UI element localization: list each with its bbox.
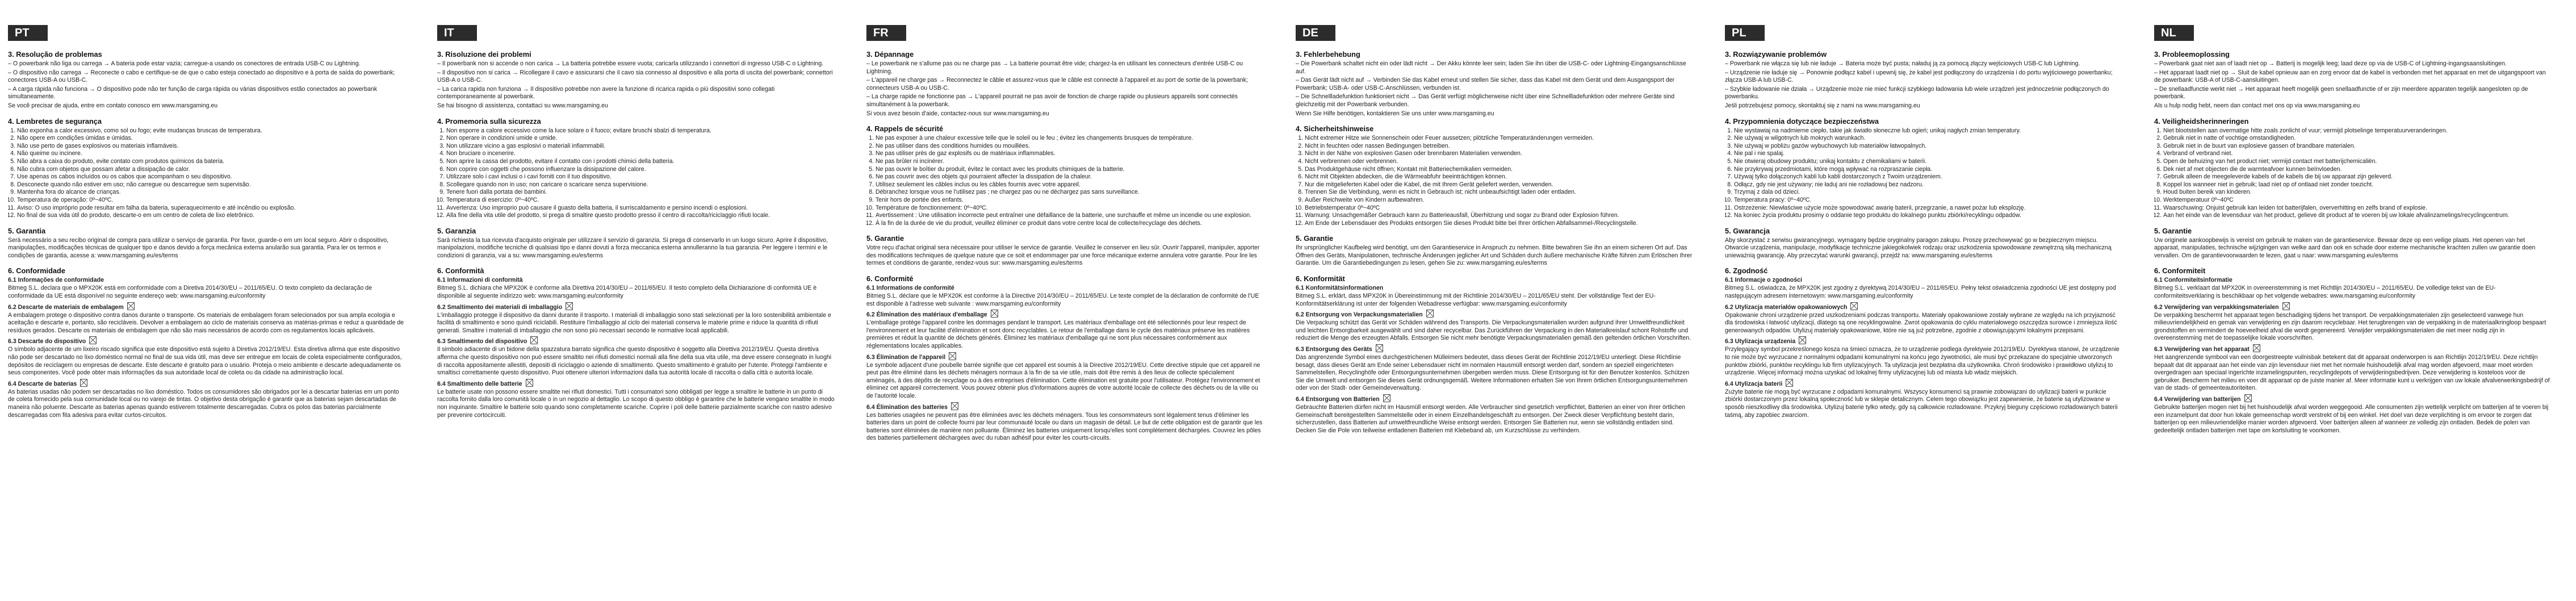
subsection-title-text: 6.2 Utylizacja materiałów opakowaniowych [1725, 303, 1848, 311]
paragraph: – Szybkie ładowanie nie działa → Urządzenie może nie mieć funkcji szybkiego ładowania lub wiele urządzeń jest jednocześnie podłączonych do powerbanku. [1725, 85, 2109, 101]
list-item: 12. No final de sua vida útil do produto, descarte-o em um centro de coleta de lixo eletrônico. [17, 212, 405, 220]
subsection-title [1296, 344, 1693, 353]
subsection-title [1725, 336, 2122, 345]
list-item: 5. Non aprire la cassa del prodotto, evitare il contatto con i prodotti chimici della batteria. [446, 158, 835, 166]
list-item: 10. Betriebstemperatur 0º~40ºC [1305, 204, 1693, 212]
list-item: 6. Nicht mit Objekten abdecken, die die Wärmeabfuhr beeinträchtigen können. [1305, 173, 1693, 181]
paragraph: – Die Powerbank schaltet nicht ein oder lädt nicht → Der Akku könnte leer sein; laden Sie ihn über die USB-C- oder Lightning-Eingangsanschlüsse auf. [1296, 60, 1686, 75]
subsection-text: De verpakking beschermt het apparaat tegen beschadiging tijdens het transport. De verpakkingsmaterialen zijn geselecteerd vanwege hun milieuvriendelijkheid en gemak van verwijdering en zijn daarom recyclebaar. Het terugbrengen van de verpakking in de materiaalkringloop bespaart grondstoffen en vermindert de hoeveelheid afval die wordt gegenereerd. Verwijder verpakkingsmaterialen die niet meer nodig zijn in overeenstemming met de toepasselijke lokale voorschriften. [2154, 311, 2546, 342]
subsection-title-text: 6.2 Verwijdering van verpakkingsmaterialen [2154, 303, 2279, 311]
paragraph: – Le powerbank ne s'allume pas ou ne charge pas → La batterie pourrait être vide; chargez-la en utilisant les connecteurs d'entrée USB-C ou Lightning. [866, 60, 1243, 75]
list-item: 3. Ne pas utiliser près de gaz explosifs ou de matériaux inflammables. [876, 150, 1264, 158]
crossed-bin-icon [526, 379, 533, 387]
section [8, 266, 405, 419]
list-item: 11. Warnung: Unsachgemäßer Gebrauch kann zu Batterieausfall, Überhitzung und sogar zu Brand oder Explosion führen. [1305, 212, 1693, 220]
paragraph: Se você precisar de ajuda, entre em contato conosco em www.marsgaming.eu [8, 102, 218, 109]
list-item: 8. Débranchez lorsque vous ne l'utilisez pas ; ne chargez pas ou ne déchargez pas sans surveillance. [876, 189, 1264, 197]
section-title: 6. Conformité [866, 274, 914, 283]
crossed-bin-icon [566, 302, 573, 310]
language-tab-pl: PL [1725, 25, 1765, 41]
paragraph: – O powerbank não liga ou carrega → A bateria pode estar vazia; carregue-a usando os conectores de entrada USB-C ou Lightning. [8, 60, 361, 67]
section-title: 6. Konformität [1296, 274, 1345, 283]
list-item: 4. Ne pas brûler ni incinérer. [876, 158, 1264, 166]
list-item: 7. Use apenas os cabos incluídos ou os cabos que acompanham o seu dispositivo. [17, 173, 405, 181]
paragraph: Será necessário a seu recibo original de compra para utilizar o serviço de garantia. Por favor, guarde-o em um local seguro. Abrir o dispositivo, manipulações, modificações técnicas de qualquer tipo e danos devido a força mecânica externa anularão sua garantia. Para ler os termos e condições de garantia, acesse a: www.marsgaming.eu/es/terms [8, 236, 389, 259]
subsection-text: Die Verpackung schützt das Gerät vor Schäden während des Transports. Die Verpackungsmaterialien wurden aufgrund ihrer Umweltfreundlichkeit und leichten Entsorgbarkeit ausgewählt und sind daher recycelbar. Das Zurückführen der Verpackung in den Materialkreislauf schont Rohstoffe und reduziert die Menge des erzeugten Abfalls. Entsorgen Sie nicht mehr benötigte Verpackungsmaterialien gemäß den geltenden örtlichen Vorschriften. [1296, 319, 1691, 342]
subsection-text: Bitmeg S.L. dichiara che MPX20K è conforme alla Direttiva 2014/30/EU – 2011/65/EU. Il testo completo della Dichiarazione di conformità UE è disponibile al seguente indirizzo web: www.marsgaming.eu/conformity [437, 285, 817, 300]
language-column-fr [866, 25, 1264, 593]
list-item: 12. À la fin de la durée de vie du produit, veuillez éliminer ce produit dans votre centre local de collecte/recyclage des déchets. [876, 220, 1264, 228]
section-title: 5. Garanzia [437, 226, 476, 235]
safety-list [1296, 135, 1693, 227]
section [2154, 117, 2552, 220]
list-item: 2. Gebruik niet in natte of vochtige omstandigheden. [2163, 135, 2552, 143]
subsection-title-text: 6.3 Verwijdering van het apparaat [2154, 346, 2250, 353]
list-item: 11. Waarschuwing: Onjuist gebruik kan leiden tot batterijfalen, oververhitting en zelfs brand of explosie. [2163, 204, 2552, 212]
language-column-it [437, 25, 835, 593]
subsection-title [8, 379, 405, 388]
crossed-bin-icon [1786, 379, 1793, 387]
list-item: 10. Temperatura di esercizio: 0º~40ºC. [446, 197, 835, 204]
list-item: 2. Non operare in condizioni umide e umide. [446, 135, 835, 143]
subsection-title [2154, 277, 2552, 284]
list-item: 1. Non esporre a calore eccessivo come la luce solare o il fuoco; evitare bruschi sbalzi di temperatura. [446, 127, 835, 135]
subsection-text: Gebrauchte Batterien dürfen nicht im Hausmüll entsorgt werden. Alle Verbraucher sind gesetzlich verpflichtet, Batterien an einer von ihrer örtlichen Gemeinschaft bereitgestellten Sammelstelle oder in einem Einzelhandelsgeschäft zu entsorgen. Der Zweck dieser Verpflichtung besteht darin, sicherzustellen, dass Batterien auf umweltfreundliche Weise entsorgt werden. Entsorgen Sie Batterien nur, wenn sie vollständig entladen sind. Decken Sie die Pole von teilweise entladenen Batterien mit Klebeband ab, um Kurzschlüsse zu verhindern. [1296, 404, 1686, 434]
list-item: 8. Trennen Sie die Verbindung, wenn es nicht in Gebrauch ist; nicht unbeaufsichtigt laden oder entladen. [1305, 189, 1693, 197]
list-item: 1. Não exponha a calor excessivo, como sol ou fogo; evite mudanças bruscas de temperatura. [17, 127, 405, 135]
list-item: 5. Open de behuizing van het product niet; vermijd contact met batterijchemicaliën. [2163, 158, 2552, 166]
paragraph: Se hai bisogno di assistenza, contattaci su www.marsgaming.eu [437, 102, 608, 109]
list-item: 7. Utilizzare solo i cavi inclusi o i cavi forniti con il tuo dispositivo. [446, 173, 835, 181]
language-column-nl [2154, 25, 2552, 593]
subsection-title-text: 6.4 Utylizacja baterii [1725, 380, 1783, 387]
section [437, 266, 835, 419]
crossed-bin-icon [89, 336, 97, 344]
subsection-title [1296, 394, 1693, 403]
list-item: 4. Não queime ou incinere. [17, 150, 405, 158]
subsection-title-text: 6.2 Descarte de materiais de embalagem [8, 303, 124, 311]
list-item: 9. Mantenha fora do alcance de crianças. [17, 189, 405, 197]
subsection-title-text: 6.1 Informações de conformidade [8, 277, 104, 284]
subsection-text: Il simbolo adiacente di un bidone della spazzatura barrato significa che questo dispositivo è soggetto alla Direttiva 2012/19/EU. Questa direttiva afferma che questo dispositivo non può essere smaltito nei rifiuti domestici normali alla fine della sua vita utile, ma deve essere consegnato in luoghi di raccolta appositamente allestiti, depositi di riciclaggio o aziende di smaltimento. Questo smaltimento è gratuito per l'utente. Proteggi l'ambiente e smaltisci correttamente questo dispositivo. Puoi ottenere ulteriori informazioni dalla tua autorità locale di raccolta o dalla città o autorità locale. [437, 346, 832, 377]
language-tab-pt: PT [8, 25, 48, 41]
subsection-title-text: 6.4 Descarte de baterias [8, 380, 77, 387]
subsection-title [2154, 394, 2552, 403]
subsection-title-text: 6.1 Informacje o zgodności [1725, 277, 1802, 284]
paragraph: Sarà richiesta la tua ricevuta d'acquisto originale per utilizzare il servizio di garanzia. Si prega di conservarlo in un luogo sicuro. Aprire il dispositivo, manipolazioni, modifiche tecniche di qualsiasi tipo e danni dovuti a forza meccanica esterna annulleranno la tua garanzia. Per leggere i termini e le condizioni di garanzia, vai a su: www.marsgaming.eu/es/terms [437, 236, 828, 259]
paragraph: – Powerbank nie włącza się lub nie ładuje → Bateria może być pusta; naładuj ją za pomocą złączy wejściowych USB-C lub Lightning. [1725, 60, 2080, 67]
crossed-bin-icon [80, 379, 87, 387]
section [1296, 274, 1693, 435]
list-item: 7. Gebruik alleen de meegeleverde kabels of de kabels die bij uw apparaat zijn geleverd. [2163, 173, 2552, 181]
list-item: 11. Avertissement : Une utilisation incorrecte peut entraîner une défaillance de la batterie, une surchauffe et même un incendie ou une explosion. [876, 212, 1264, 220]
paragraph: – L'appareil ne charge pas → Reconnectez le câble et assurez-vous que le câble est connecté à l'appareil et au port de sortie de la powerbank; connecteurs USB-A ou USB-C. [866, 77, 1248, 91]
crossed-bin-icon [2282, 302, 2290, 310]
subsection-text: Bitmeg S.L. erklärt, dass MPX20K in Übereinstimmung mit der Richtlinie 2014/30/EU – 2011/65/EU steht. Der vollständige Text der EU-Konformitätserklärung ist unter der folgenden Webadresse verfügbar: www.marsgaming.eu/conformity [1296, 293, 1656, 307]
subsection-text: Le batterie usate non possono essere smaltite nei rifiuti domestici. Tutti i consumatori sono obbligati per legge a smaltire le batterie in un punto di raccolta fornito dalla loro comunità locale o in un negozio al dettaglio. Lo scopo di questo obbligo è garantire che le batterie vengano smaltite in modo non inquinante. Smaltire le batterie solo quando sono completamente scariche. Coprire i poli delle batterie parzialmente scariche con nastro adesivo per prevenire cortocircuiti. [437, 388, 835, 419]
section [1725, 227, 2122, 260]
list-item: 11. Avvertenza: Uso improprio può causare il guasto della batteria, il surriscaldamento e persino incendi o esplosioni. [446, 204, 835, 212]
language-tab-it: IT [437, 25, 477, 41]
paragraph: – Das Gerät lädt nicht auf → Verbinden Sie das Kabel erneut und stellen Sie sicher, dass das Kabel mit dem Gerät und dem Ausgangsport der Powerbank; USB-A- oder USB-C-Anschlüssen, verbunden ist. [1296, 77, 1675, 91]
section [437, 117, 835, 220]
subsection-title [2154, 302, 2552, 311]
paragraph: – O dispositivo não carrega → Reconecte o cabo e certifique-se de que o cabo esteja conectado ao dispositivo e à porta de saída do powerbank; conectores USB-A ou USB-C. [8, 69, 395, 84]
subsection-title-text: 6.1 Informations de conformité [866, 285, 954, 292]
subsection-text: Bitmeg S.L. declara que o MPX20K está em conformidade com a Diretiva 2014/30/EU – 2011/65/EU. O texto completo da declaração de conformidade da UE está disponível no seguinte endereço web: www.marsgaming.eu/conformity [8, 285, 372, 300]
section [437, 227, 835, 260]
language-tab-de: DE [1296, 25, 1335, 41]
list-item: 10. Temperatura de operação: 0º~40ºC. [17, 197, 405, 204]
subsection-text: Bitmeg S.L. déclare que le MPX20K est conforme à la Directive 2014/30/EU – 2011/65/EU. Le texte complet de la déclaration de conformité de l'UE est disponible à l'adresse web suivante : www.marsgaming.eu/conformity [866, 293, 1259, 307]
subsection-title-text: 6.3 Entsorgung des Geräts [1296, 346, 1372, 353]
safety-list [1725, 127, 2122, 220]
section-title: 4. Przypomnienia dotyczące bezpieczeństwa [1725, 116, 1879, 126]
list-item: 8. Koppel los wanneer niet in gebruik; laad niet op of ontlaad niet zonder toezicht. [2163, 181, 2552, 189]
subsection-title [8, 277, 405, 284]
list-item: 3. Nie używaj w pobliżu gazów wybuchowych lub materiałów łatwopalnych. [1734, 143, 2122, 151]
section-title: 6. Conformiteit [2154, 266, 2206, 276]
section [1725, 50, 2122, 110]
subsection-title-text: 6.3 Descarte do dispositivo [8, 338, 86, 345]
list-item: 1. Nicht extremer Hitze wie Sonnenschein oder Feuer aussetzen; plötzliche Temperaturänderungen vermeiden. [1305, 135, 1693, 143]
list-item: 6. Nie przykrywaj przedmiotami, które mogą wpływać na rozpraszanie ciepła. [1734, 166, 2122, 174]
section [1296, 234, 1693, 268]
section-title: 4. Veiligheidsherinneringen [2154, 116, 2249, 126]
list-item: 6. Ne pas couvrir avec des objets qui pourraient affecter la dissipation de la chaleur. [876, 173, 1264, 181]
subsection-text: Het aangrenzende symbool van een doorgestreepte vuilnisbak betekent dat dit apparaat onderworpen is aan Richtlijn 2012/19/EU. Deze richtlijn bepaalt dat dit apparaat aan het einde van zijn levensduur niet met het normale huishoudelijk afval mag worden afgevoerd, maar moet worden overgedragen aan speciaal ingerichte inzamelingspunten, recyclingdepots of verwijderingsbedrijven. Deze verwijdering is kosteloos voor de gebruiker. Bescherm het milieu en voer dit apparaat op de juiste manier af. Meer informatie kunt u verkrijgen van uw lokale afvalverwerkingsbedrijf of van de stads- of gemeenteautoriteiten. [2154, 354, 2550, 392]
section [8, 227, 405, 260]
section [866, 124, 1264, 227]
section [2154, 50, 2552, 110]
paragraph: – La carica rapida non funziona → Il dispositivo potrebbe non avere la funzione di ricarica rapida o più dispositivi sono collegati contemporaneamente al powerbank. [437, 85, 775, 101]
paragraph: – Urządzenie nie ładuje się → Ponownie podłącz kabel i upewnij się, że kabel jest podłączony do urządzenia i do portu wyjściowego powerbanku; złącza USB-A lub USB-C. [1725, 69, 2113, 84]
section [437, 50, 835, 110]
paragraph: – De snellaadfunctie werkt niet → Het apparaat heeft mogelijk geen snellaadfunctie of er zijn meerdere apparaten tegelijk aangesloten op de powerbank. [2154, 85, 2528, 101]
subsection-title-text: 6.1 Informazioni di conformità [437, 277, 523, 284]
subsection-text: Bitmeg S.L. verklaart dat MPX20K in overeenstemming is met Richtlijn 2014/30/EU – 2011/65/EU. De volledige tekst van de EU-conformiteitsverklaring is beschikbaar op het volgende webadres: www.marsgaming.eu/conformity [2154, 285, 2496, 300]
list-item: 3. Non utilizzare vicino a gas esplosivi o materiali infiammabili. [446, 143, 835, 151]
list-item: 8. Desconecte quando não estiver em uso; não carregue ou descarregue sem supervisão. [17, 181, 405, 189]
subsection-title-text: 6.4 Élimination des batteries [866, 403, 948, 411]
list-item: 10. Temperatura pracy: 0º~40ºC. [1734, 197, 2122, 204]
list-item: 2. Nie używaj w wilgotnych lub mokrych warunkach. [1734, 135, 2122, 143]
subsection-title-text: 6.1 Conformiteitsinformatie [2154, 277, 2232, 284]
section-title: 3. Probleemoplossing [2154, 50, 2230, 59]
subsection-text: Przylegający symbol przekreślonego kosza na śmieci oznacza, że to urządzenie podlega dyrektywie 2012/19/EU. Dyrektywa stanowi, że urządzenie to nie może być wyrzucane z normalnymi odpadami komunalnymi na końcu jego żywotności, ale musi być przekazane do specjalnie utworzonych punktów zbiórki, punktów recyklingu lub firm utylizacyjnych. Ta utylizacja jest bezpłatna dla użytkownika. Chroń środowisko i prawidłowo utylizuj to urządzenie. Więcej informacji można uzyskać od lokalnej firmy utylizacyjnej lub od miasta lub władz miejskich. [1725, 346, 2120, 377]
section [866, 234, 1264, 268]
section [2154, 266, 2552, 435]
safety-list [2154, 127, 2552, 220]
section-title: 5. Gwarancja [1725, 226, 1770, 235]
section [1296, 124, 1693, 227]
list-item: 2. Nicht in feuchten oder nassen Bedingungen betreiben. [1305, 143, 1693, 151]
paragraph: Aby skorzystać z serwisu gwarancyjnego, wymagany będzie oryginalny paragon zakupu. Proszę przechowywać go w bezpiecznym miejscu. Otwarcie urządzenia, manipulacje, modyfikacje techniczne jakiegokolwiek rodzaju oraz uszkodzenia spowodowane zewnętrzną siłą mechaniczną unieważnią gwarancję. Aby przeczytać warunki gwarancji, przejdź na: www.marsgaming.eu/es/terms [1725, 236, 2112, 259]
subsection-text: L'imballaggio protegge il dispositivo da danni durante il trasporto. I materiali di imballaggio sono stati selezionati per la loro sostenibilità ambientale e facilità di smaltimento e sono quindi riciclabili. Restituire l'imballaggio al ciclo dei materiali conserva le materie prime e riduce la quantità di rifiuti generati. Smaltire i materiali di imballaggio che non sono più necessari secondo le normative locali applicabili. [437, 311, 831, 334]
section-title: 4. Sicherheitshinweise [1296, 124, 1374, 133]
section [1725, 117, 2122, 220]
list-item: 12. Am Ende der Lebensdauer des Produkts entsorgen Sie dieses Produkt bitte bei Ihrer örtlichen Abfallsammel-/Recyclingstelle. [1305, 220, 1693, 228]
paragraph: – La charge rapide ne fonctionne pas → L'appareil pourrait ne pas avoir de fonction de charge rapide ou plusieurs appareils sont connectés simultanément à la powerbank. [866, 93, 1238, 108]
subsection-title [1725, 302, 2122, 311]
section [8, 50, 405, 110]
paragraph: – Die Schnellladefunktion funktioniert nicht → Das Gerät verfügt möglicherweise nicht über eine Schnellladefunktion oder mehrere Geräte sind gleichzeitig mit der Powerbank verbunden. [1296, 93, 1675, 108]
section-title: 6. Zgodność [1725, 266, 1768, 276]
subsection-title-text: 6.1 Konformitätsinformationen [1296, 285, 1384, 292]
subsection-text: Das angrenzende Symbol eines durchgestrichenen Mülleimers bedeutet, dass dieses Gerät der Richtlinie 2012/19/EU unterliegt. Diese Richtlinie besagt, dass dieses Gerät am Ende seiner Lebensdauer nicht im normalen Hausmüll entsorgt werden darf, sondern an speziell eingerichteten Sammelstellen, Recyclinghöfe oder Entsorgungsunternehmen übergeben werden muss. Diese Entsorgung ist für den Benutzer kostenlos. Schützen Sie die Umwelt und entsorgen Sie dieses Gerät ordnungsgemäß. Weitere Informationen erhalten Sie von Ihrem örtlichen Entsorgungsunternehmen oder von der Stadt- oder Gemeindeverwaltung. [1296, 354, 1690, 392]
section-title: 3. Rozwiązywanie problemów [1725, 50, 1827, 59]
subsection-text: O símbolo adjacente de um lixeiro riscado significa que este dispositivo está sujeito à Diretiva 2012/19/EU. Esta diretiva afirma que este dispositivo não pode ser descartado no lixo doméstico normal no final de sua vida útil, mas deve ser entregue em locais de coleta especialmente configurados, depósitos de reciclagem ou empresas de descarte. Este descarte é gratuito para o usuário. Proteja o meio ambiente e descarte adequadamente os seus componentes. Você pode obter mais informações da sua autoridade local de coleta ou da cidade na administração local. [8, 346, 402, 377]
section-title: 5. Garantia [8, 226, 46, 235]
list-item: 9. Außer Reichweite von Kindern aufbewahren. [1305, 197, 1693, 204]
subsection-title [1296, 285, 1693, 292]
list-item: 11. Aviso: O uso impróprio pode resultar em falha da bateria, superaquecimento e até incêndio ou explosão. [17, 204, 405, 212]
subsection-title-text: 6.2 Élimination des matériaux d'emballage [866, 311, 987, 319]
language-column-pt [8, 25, 405, 593]
safety-list [866, 135, 1264, 227]
section-title: 3. Risoluzione dei problemi [437, 50, 531, 59]
list-item: 1. Ne pas exposer à une chaleur excessive telle que le soleil ou le feu ; évitez les changements brusques de température. [876, 135, 1264, 143]
list-item: 6. Non coprire con oggetti che possono influenzare la dissipazione del calore. [446, 166, 835, 174]
section-title: 5. Garantie [866, 234, 904, 243]
subsection-title [866, 310, 1264, 319]
subsection-text: Zużyte baterie nie mogą być wyrzucane z odpadami komunalnymi. Wszyscy konsumenci są prawnie zobowiązani do utylizacji baterii w punkcie zbiórki dostarczonym przez lokalną społeczność lub w sklepie detalicznym. Celem tego obowiązku jest zapewnienie, że baterie są utylizowane w sposób nieszkodliwy dla środowiska. Utylizuj baterie tylko wtedy, gdy są całkowicie rozładowane. Przykryj bieguny częściowo rozładowanych baterii taśmą, aby zapobiec zwarciom. [1725, 388, 2118, 419]
section-title: 3. Resolução de problemas [8, 50, 102, 59]
subsection-title [866, 402, 1264, 411]
subsection-title-text: 6.4 Verwijdering van batterijen [2154, 396, 2241, 403]
subsection-title-text: 6.2 Entsorgung von Verpackungsmaterialien [1296, 311, 1423, 319]
list-item: 8. Odłącz, gdy nie jest używany; nie ładuj ani nie rozładowuj bez nadzoru. [1734, 181, 2122, 189]
paragraph: – A carga rápida não funciona → O dispositivo pode não ter função de carga rápida ou várias dispositivos estão conectados ao powerbank simultaneamente. [8, 85, 378, 101]
list-item: 4. Nicht verbrennen oder verbrennen. [1305, 158, 1693, 166]
subsection-text: Bitmeg S.L. oświadcza, że MPX20K jest zgodny z dyrektywą 2014/30/EU – 2011/65/EU. Pełny tekst oświadczenia zgodności UE jest dostępny pod następującym adresem internetowym: www.marsgaming.eu/conformity [1725, 285, 2116, 300]
list-item: 12. Na koniec życia produktu prosimy o oddanie tego produktu do lokalnego punktu zbiórki/recyklingu odpadów. [1734, 212, 2122, 220]
paragraph: Als u hulp nodig hebt, neem dan contact met ons op via www.marsgaming.eu [2154, 102, 2360, 109]
list-item: 1. Niet blootstellen aan overmatige hitte zoals zonlicht of vuur; vermijd plotselinge temperatuurveranderingen. [2163, 127, 2552, 135]
paragraph: Votre reçu d'achat original sera nécessaire pour utiliser le service de garantie. Veuillez le conserver en lieu sûr. Ouvrir l'appareil, manipuler, apporter des modifications techniques de quelque nature que ce soit et endommager par une force mécanique externe annulera votre garantie. Pour lire les termes et conditions de garantie, rendez-vous sur: www.marsgaming.eu/es/terms [866, 244, 1260, 267]
list-item: 9. Tenir hors de portée des enfants. [876, 197, 1264, 204]
subsection-title-text: 6.4 Entsorgung von Batterien [1296, 396, 1380, 403]
list-item: 10. Werktemperatuur 0º~40ºC [2163, 197, 2552, 204]
section [2154, 227, 2552, 260]
subsection-title [866, 285, 1264, 292]
list-item: 12. Alla fine della vita utile del prodotto, si prega di smaltire questo prodotto presso il centro di raccolta/riciclaggio rifiuti locale. [446, 212, 835, 220]
section-title: 5. Garantie [1296, 234, 1334, 243]
subsection-title [437, 277, 835, 284]
subsection-text: Opakowanie chroni urządzenie przed uszkodzeniami podczas transportu. Materiały opakowaniowe zostały wybrane ze względu na ich przyjazność dla środowiska i łatwość utylizacji, dlatego są one recyklingowalne. Zwrot opakowania do cyklu materiałowego oszczędza surowce i zmniejsza ilość generowanych odpadów. Utylizuj materiały opakowaniowe, które nie są już potrzebne, zgodnie z obowiązującymi lokalnymi przepisami. [1725, 311, 2117, 334]
safety-list [8, 127, 405, 220]
list-item: 5. Não abra a caixa do produto, evite contato com produtos químicos da bateria. [17, 158, 405, 166]
section-title: 4. Promemoria sulla sicurezza [437, 116, 541, 126]
list-item: 5. Das Produktgehäuse nicht öffnen; Kontakt mit Batteriechemikalien vermeiden. [1305, 166, 1693, 174]
list-item: 8. Scollegare quando non in uso; non caricare o scaricare senza supervisione. [446, 181, 835, 189]
paragraph: – Il dispositivo non si carica → Ricollegare il cavo e assicurarsi che il cavo sia connesso al dispositivo e alla porta di uscita del powerbank; connettori USB-A o USB-C. [437, 69, 833, 84]
subsection-title [1296, 310, 1693, 319]
language-tab-fr: FR [866, 25, 906, 41]
list-item: 10. Température de fonctionnement: 0º~40ºC. [876, 204, 1264, 212]
crossed-bin-icon [2244, 394, 2252, 402]
list-item: 4. Non bruciare o incenerire. [446, 150, 835, 158]
crossed-bin-icon [1383, 394, 1390, 402]
list-item: 4. Verbrand of verbrand niet. [2163, 150, 2552, 158]
list-item: 1. Nie wystawiaj na nadmierne ciepło, takie jak światło słoneczne lub ogień; unikaj nagłych zmian temperatury. [1734, 127, 2122, 135]
paragraph: Ihr ursprünglicher Kaufbeleg wird benötigt, um den Garantieservice in Anspruch zu nehmen. Bitte bewahren Sie ihn an einem sicheren Ort auf. Das Öffnen des Geräts, Manipulationen, technische Änderungen jeglicher Art und Schäden durch äußere mechanische Kräfte führen zum Erlöschen Ihrer Garantie. Um die Garantiebedingungen zu lesen, gehen Sie zu: www.marsgaming.eu/es/terms [1296, 244, 1693, 267]
list-item: 7. Używaj tylko dołączonych kabli lub kabli dostarczonych z Twoim urządzeniem. [1734, 173, 2122, 181]
crossed-bin-icon [127, 302, 135, 310]
list-item: 5. Nie otwieraj obudowy produktu; unikaj kontaktu z chemikaliami w baterii. [1734, 158, 2122, 166]
section-title: 6. Conformidade [8, 266, 65, 276]
subsection-title [8, 302, 405, 311]
list-item: 6. Não cubra com objetos que possam afetar a dissipação de calor. [17, 166, 405, 174]
list-item: 7. Nur die mitgelieferten Kabel oder die Kabel, die mit Ihrem Gerät geliefert werden, verwenden. [1305, 181, 1693, 189]
crossed-bin-icon [949, 352, 956, 360]
list-item: 9. Houd buiten bereik van kinderen. [2163, 189, 2552, 197]
list-item: 2. Ne pas utiliser dans des conditions humides ou mouillées. [876, 143, 1264, 151]
list-item: 11. Ostrzeżenie: Niewłaściwe użycie może spowodować awarię baterii, przegrzanie, a nawet pożar lub eksplozję. [1734, 204, 2122, 212]
subsection-title [8, 336, 405, 345]
subsection-title-text: 6.4 Smaltimento delle batterie [437, 380, 522, 387]
crossed-bin-icon [1426, 310, 1434, 318]
subsection-title [1725, 379, 2122, 388]
language-column-pl [1725, 25, 2122, 593]
language-tab-nl: NL [2154, 25, 2194, 41]
subsection-title [2154, 344, 2552, 353]
section [1725, 266, 2122, 419]
subsection-text: As baterias usadas não podem ser descartadas no lixo doméstico. Todos os consumidores são obrigados por lei a descartar baterias em um ponto de coleta fornecido pela sua comunidade local ou no varejo de tintas. O objetivo desta obrigação é garantir que as baterias sejam descartadas de maneira não poluente. Descarte as baterias apenas quando estiverem totalmente descarregadas. Cubra os polos das baterias parcialmente descarregadas com fita adesiva para evitar curtos-circuitos. [8, 388, 399, 419]
crossed-bin-icon [2253, 344, 2260, 352]
subsection-text: Les batteries usagées ne peuvent pas être éliminées avec les déchets ménagers. Tous les consommateurs sont légalement tenus d'éliminer les batteries dans un point de collecte fourni par leur communauté locale ou dans un magasin de détail. Le but de cette obligation est de garantir que les batteries sont éliminées de manière non polluante. Éliminez les batteries uniquement lorsqu'elles sont complètement déchargées. Couvrez les pôles des batteries partiellement déchargées avec du ruban adhésif pour éviter les courts-circuits. [866, 411, 1263, 442]
crossed-bin-icon [1799, 336, 1806, 344]
paragraph: – Het apparaat laadt niet op → Sluit de kabel opnieuw aan en zorg ervoor dat de kabel is verbonden met het apparaat en met de uitgangspoort van de powerbank: USB-A of USB-C-aansluitingen. [2154, 69, 2546, 84]
list-item: 4. Nie pal i nie spalaj. [1734, 150, 2122, 158]
crossed-bin-icon [1850, 302, 1858, 310]
crossed-bin-icon [951, 402, 958, 410]
section-title: 4. Rappels de sécurité [866, 124, 944, 133]
section-title: 3. Fehlerbehebung [1296, 50, 1360, 59]
list-item: 2. Não opere em condições úmidas e úmidas. [17, 135, 405, 143]
section-title: 6. Conformità [437, 266, 484, 276]
list-item: 3. Não use perto de gases explosivos ou materiais inflamáveis. [17, 143, 405, 151]
subsection-title-text: 6.3 Élimination de l'appareil [866, 353, 946, 361]
paragraph: – Powerbank gaat niet aan of laadt niet op → Batterij is mogelijk leeg; laad deze op via de USB-C of Lightning-ingangsaansluitingen. [2154, 60, 2507, 67]
safety-list [437, 127, 835, 220]
section [1296, 50, 1693, 118]
subsection-text: Le symbole adjacent d'une poubelle barrée signifie que cet appareil est soumis à la Directive 2012/19/EU. Cette directive stipule que cet appareil ne peut pas être éliminé dans les déchets ménagers normaux à la fin de sa vie utile, mais doit être remis à des lieux de collecte spécialement aménagés, à des dépôts de recyclage ou à des entreprises d'élimination. Cette élimination est gratuite pour l'utilisateur. Protégez l'environnement et éliminez cet appareil correctement. Vous pouvez obtenir plus d'informations auprès de votre autorité locale de collecte des déchets ou de la ville ou de l'autorité locale. [866, 361, 1260, 399]
section-title: 3. Dépannage [866, 50, 914, 59]
subsection-title-text: 6.2 Smaltimento dei materiali di imballaggio [437, 303, 563, 311]
subsection-text: A embalagem protege o dispositivo contra danos durante o transporte. Os materiais de embalagem foram selecionados por sua ampla ecologia e aceitação e descarte e, portanto, são recicláveis. Devolver a embalagem ao ciclo de materiais conserva as matérias-primas e reduz a quantidade de resíduos gerados. Descarte os materiais de embalagem que não são mais necessários de acordo com os regulamentos locais aplicáveis. [8, 311, 404, 334]
paragraph: Uw originele aankoopbewijs is vereist om gebruik te maken van de garantieservice. Bewaar deze op een veilige plaats. Het openen van het apparaat, manipulaties, technische wijzigingen van welke aard dan ook en schade door externe mechanische krachten zullen uw garantie doen vervallen. Om de garantievoorwaarden te lezen, gaat u naar: www.marsgaming.eu/es/terms [2154, 236, 2536, 259]
list-item: 6. Dek niet af met objecten die de warmteafvoer kunnen beïnvloeden. [2163, 166, 2552, 174]
crossed-bin-icon [1376, 344, 1383, 352]
list-item: 3. Gebruik niet in de buurt van explosieve gassen of brandbare materialen. [2163, 143, 2552, 151]
list-item: 9. Tenere fuori dalla portata dei bambini. [446, 189, 835, 197]
list-item: 3. Nicht in der Nähe von explosiven Gasen oder brennbaren Materialien verwenden. [1305, 150, 1693, 158]
section [8, 117, 405, 220]
list-item: 12. Aan het einde van de levensduur van het product, gelieve dit product af te voeren bij uw lokale afvalinzamelings/recyclingcentrum. [2163, 212, 2552, 220]
paragraph: – Il powerbank non si accende o non carica → La batteria potrebbe essere vuota; caricarla utilizzando i connettori di ingresso USB-C o Lightning. [437, 60, 824, 67]
crossed-bin-icon [530, 336, 538, 344]
crossed-bin-icon [991, 310, 998, 318]
subsection-title [866, 352, 1264, 361]
section [866, 50, 1264, 118]
subsection-title-text: 6.3 Utylizacja urządzenia [1725, 338, 1796, 345]
paragraph: Jeśli potrzebujesz pomocy, skontaktuj się z nami na www.marsgaming.eu [1725, 102, 1920, 109]
subsection-title [437, 302, 835, 311]
section-title: 4. Lembretes de segurança [8, 116, 102, 126]
section [866, 274, 1264, 443]
subsection-title [437, 336, 835, 345]
list-item: 5. Ne pas ouvrir le boîtier du produit, évitez le contact avec les produits chimiques de la batterie. [876, 166, 1264, 174]
subsection-text: Gebruikte batterijen mogen niet bij het huishoudelijk afval worden weggegooid. Alle consumenten zijn wettelijk verplicht om batterijen af te voeren bij een inzamelpunt dat door hun lokale gemeenschap wordt verstrekt of bij een winkel. Het doel van deze verplichting is om ervoor te zorgen dat batterijen op een milieuvriendelijke manier worden afgevoerd. Voer batterijen alleen af wanneer ze volledig zijn ontladen. Bedek de polen van gedeeltelijk ontladen batterijen met tape om kortsluiting te voorkomen. [2154, 404, 2549, 434]
paragraph: Si vous avez besoin d'aide, contactez-nous sur www.marsgaming.eu [866, 110, 1049, 117]
list-item: 7. Utilisez seulement les câbles inclus ou les câbles fournis avec votre appareil. [876, 181, 1264, 189]
section-title: 5. Garantie [2154, 226, 2192, 235]
list-item: 9. Trzymaj z dala od dzieci. [1734, 189, 2122, 197]
subsection-title [437, 379, 835, 388]
subsection-title [1725, 277, 2122, 284]
paragraph: Wenn Sie Hilfe benötigen, kontaktieren Sie uns unter www.marsgaming.eu [1296, 110, 1494, 117]
subsection-title-text: 6.3 Smaltimento del dispositivo [437, 338, 527, 345]
language-column-de [1296, 25, 1693, 593]
subsection-text: L'emballage protège l'appareil contre les dommages pendant le transport. Les matériaux d'emballage ont été sélectionnés pour leur respect de l'environnement et leur facilité d'élimination et sont donc recyclables. Le retour de l'emballage dans le cycle des matériaux préserve les matières premières et réduit la quantité de déchets générés. Éliminez les matériaux d'emballage qui ne sont plus nécessaires conformément aux réglementations locales applicables. [866, 319, 1250, 350]
